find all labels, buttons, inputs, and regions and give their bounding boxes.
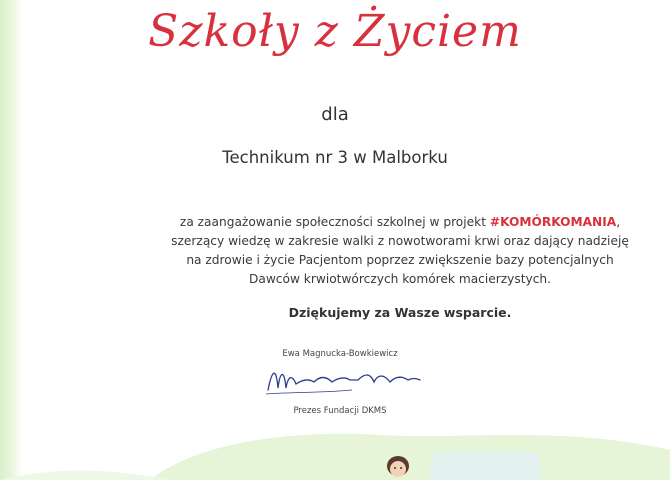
- body-line-3: na zdrowie i życie Pacjentom poprzez zwiększenie bazy potencjalnych: [186, 253, 614, 267]
- mascot-illustration: [378, 452, 418, 480]
- for-word: dla: [321, 104, 349, 125]
- body-line-4: Dawców krwiotwórczych komórek macierzystych.: [248, 272, 552, 286]
- thanks-text: Dziękujemy za Wasze wsparcie.: [288, 305, 512, 320]
- body-line-1-text: za zaangażowanie społeczności szkolnej w projekt: [179, 215, 490, 229]
- certificate-title: Szkoły z Życiem: [148, 6, 522, 57]
- recipient-name: Technikum nr 3 w Malborku: [222, 148, 448, 167]
- body-line-1: [160, 213, 640, 232]
- project-hashtag: #KOMÓRKOMANIA: [489, 215, 617, 229]
- logo-badge: [430, 452, 540, 480]
- handwritten-signature: [262, 362, 422, 398]
- body-line-1-end: ,: [616, 215, 621, 229]
- left-decorative-band: [0, 0, 22, 480]
- body-line-2: szerzący wiedzę w zakresie walki z nowotworami krwi oraz dający nadzieję: [171, 234, 629, 248]
- signer-name: Ewa Magnucka-Bowkiewicz: [282, 349, 398, 359]
- certificate-body: [160, 213, 640, 289]
- bottom-decorative-wave: [0, 410, 670, 480]
- signer-title: Prezes Fundacji DKMS: [293, 406, 387, 416]
